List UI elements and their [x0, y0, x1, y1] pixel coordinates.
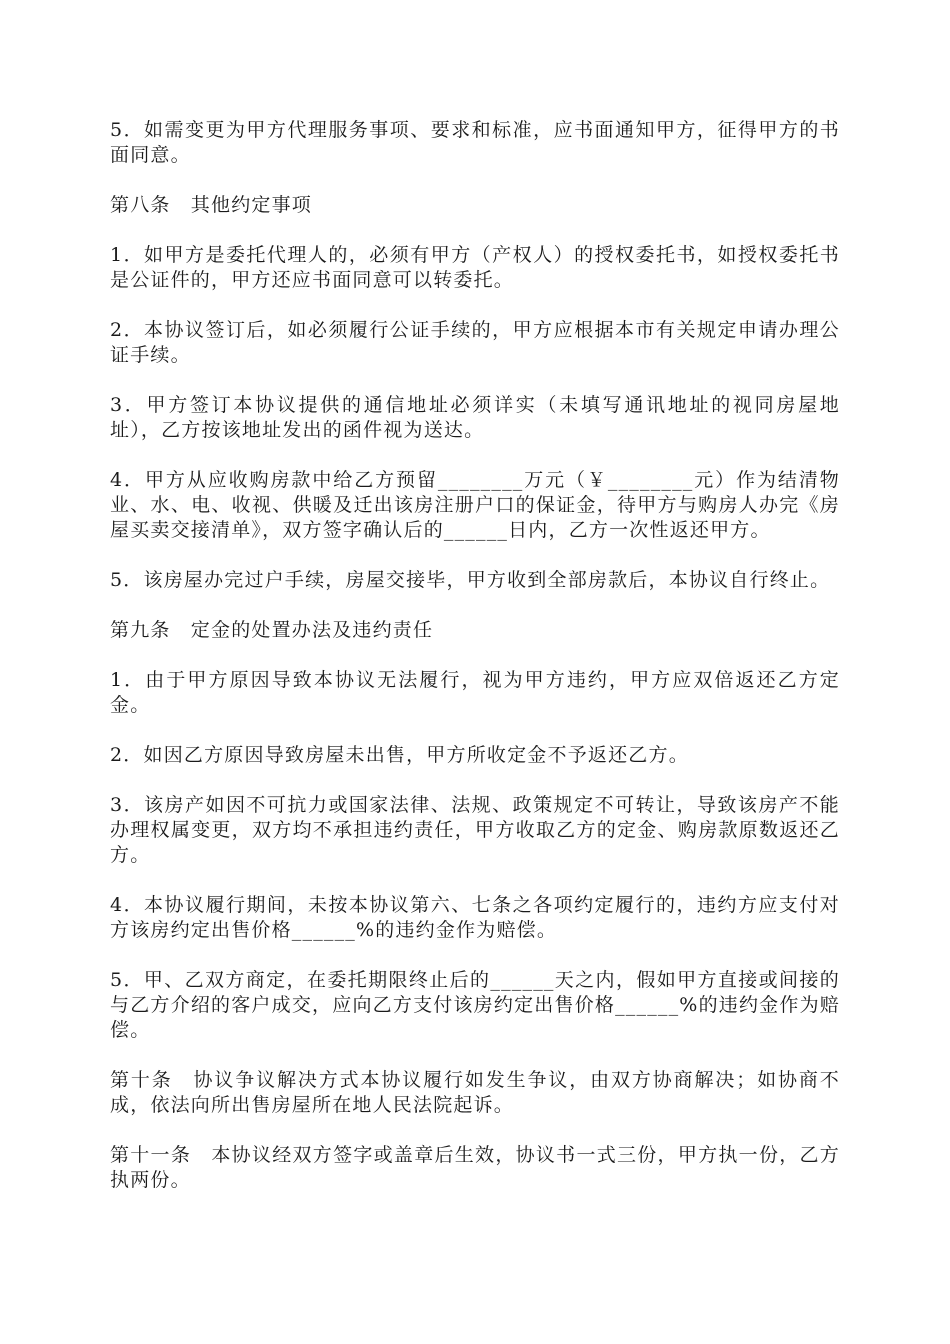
paragraph-article-9-item-1: 1．由于甲方原因导致本协议无法履行，视为甲方违约，甲方应双倍返还乙方定金。 — [110, 669, 840, 716]
paragraph-article-8-item-4: 4．甲方从应收购房款中给乙方预留________万元（￥________元）作为结清物业、水、电、收视、供暖及迁出该房注册户口的保证金，待甲方与购房人办完《房屋买卖交接清单》，双方签字确认后的______日内，乙方一次性返还甲方。 — [110, 469, 840, 541]
paragraph-article-9-item-3: 3．该房产如因不可抗力或国家法律、法规、政策规定不可转让，导致该房产不能办理权属变更，双方均不承担违约责任，甲方收取乙方的定金、购房款原数返还乙方。 — [110, 794, 840, 866]
paragraph-article-8-item-1: 1．如甲方是委托代理人的，必须有甲方（产权人）的授权委托书，如授权委托书是公证件的，甲方还应书面同意可以转委托。 — [110, 244, 840, 291]
paragraph-article-10: 第十条 协议争议解决方式本协议履行如发生争议，由双方协商解决；如协商不成，依法向所出售房屋所在地人民法院起诉。 — [110, 1069, 840, 1116]
paragraph-article-8-item-2: 2．本协议签订后，如必须履行公证手续的，甲方应根据本市有关规定申请办理公证手续。 — [110, 319, 840, 366]
paragraph-article-9-item-2: 2．如因乙方原因导致房屋未出售，甲方所收定金不予返还乙方。 — [110, 744, 689, 766]
paragraph-article-11: 第十一条 本协议经双方签字或盖章后生效，协议书一式三份，甲方执一份，乙方执两份。 — [110, 1144, 840, 1191]
heading-article-8: 第八条 其他约定事项 — [110, 194, 313, 216]
paragraph-article-9-item-4: 4．本协议履行期间，未按本协议第六、七条之各项约定履行的，违约方应支付对方该房约定出售价格______%的违约金作为赔偿。 — [110, 894, 840, 941]
paragraph-clause-7-item-5: 5．如需变更为甲方代理服务事项、要求和标准，应书面通知甲方，征得甲方的书面同意。 — [110, 119, 840, 166]
paragraph-article-8-item-5: 5．该房屋办完过户手续，房屋交接毕，甲方收到全部房款后，本协议自行终止。 — [110, 569, 831, 591]
heading-article-9: 第九条 定金的处置办法及违约责任 — [110, 619, 434, 641]
document-body — [110, 118, 840, 1218]
paragraph-article-8-item-3: 3．甲方签订本协议提供的通信地址必须详实（未填写通讯地址的视同房屋地址），乙方按该地址发出的函件视为送达。 — [110, 394, 840, 441]
paragraph-article-9-item-5: 5．甲、乙双方商定，在委托期限终止后的______天之内，假如甲方直接或间接的与乙方介绍的客户成交，应向乙方支付该房约定出售价格______%的违约金作为赔偿。 — [110, 969, 840, 1041]
